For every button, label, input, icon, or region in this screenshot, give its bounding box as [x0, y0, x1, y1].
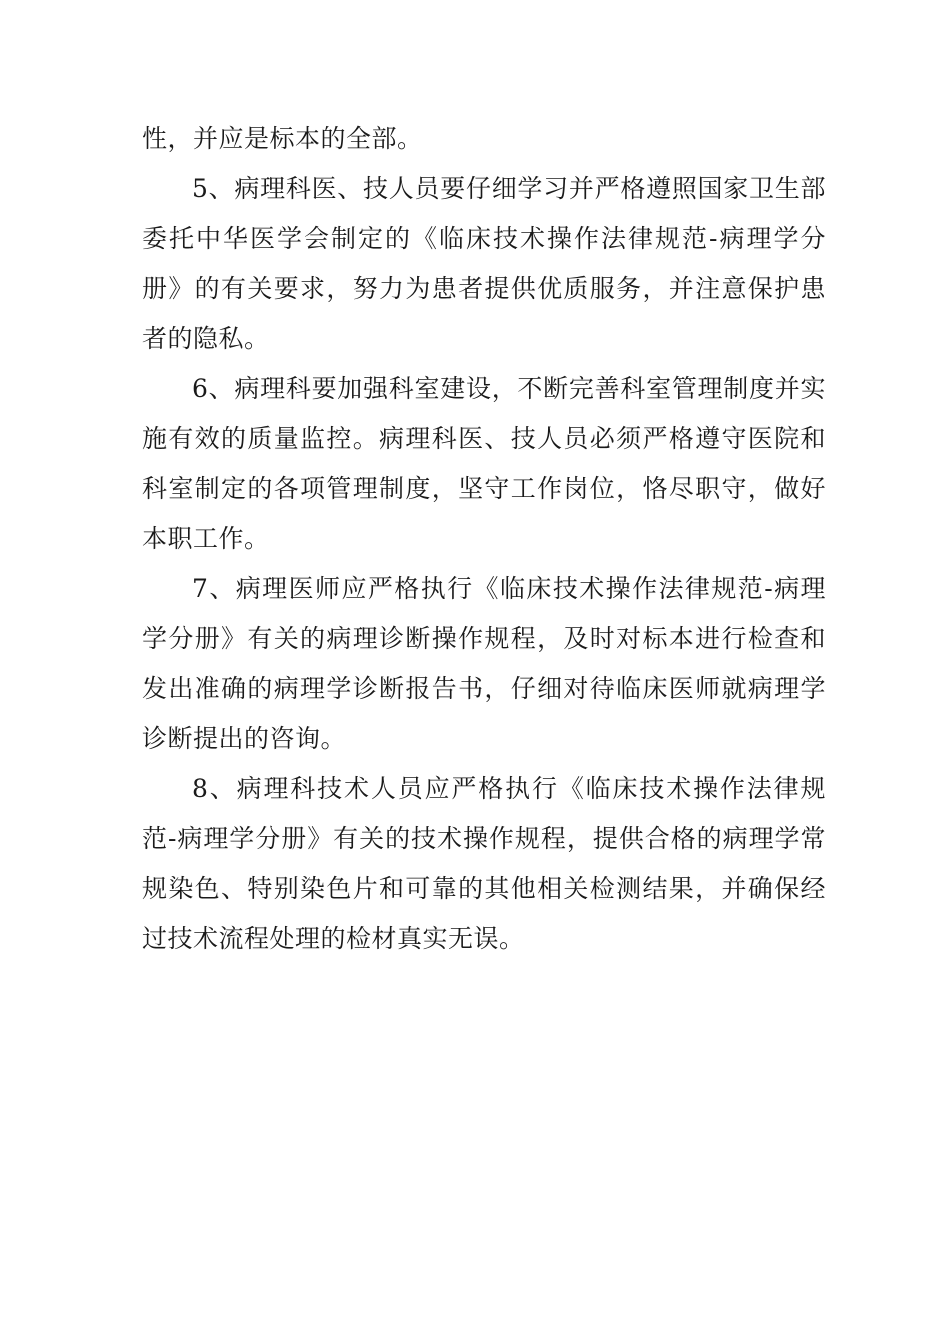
paragraph-item-7: 7、病理医师应严格执行《临床技术操作法律规范-病理学分册》有关的病理诊断操作规程，及时对标本进行检查和发出准确的病理学诊断报告书，仔细对待临床医师就病理学诊断提出的咨询。	[142, 574, 826, 753]
paragraph-item-6: 6、病理科要加强科室建设，不断完善科室管理制度并实施有效的质量监控。病理科医、技人员必须严格遵守医院和科室制定的各项管理制度，坚守工作岗位，恪尽职守，做好本职工作。	[142, 374, 826, 553]
paragraph-continuation: 性，并应是标本的全部。	[142, 124, 423, 153]
document-body	[142, 114, 826, 964]
paragraph-item-8: 8、病理科技术人员应严格执行《临床技术操作法律规范-病理学分册》有关的技术操作规程，提供合格的病理学常规染色、特别染色片和可靠的其他相关检测结果，并确保经过技术流程处理的检材真实无误。	[142, 774, 826, 953]
paragraph-item-5: 5、病理科医、技人员要仔细学习并严格遵照国家卫生部委托中华医学会制定的《临床技术操作法律规范-病理学分册》的有关要求，努力为患者提供优质服务，并注意保护患者的隐私。	[142, 174, 826, 353]
